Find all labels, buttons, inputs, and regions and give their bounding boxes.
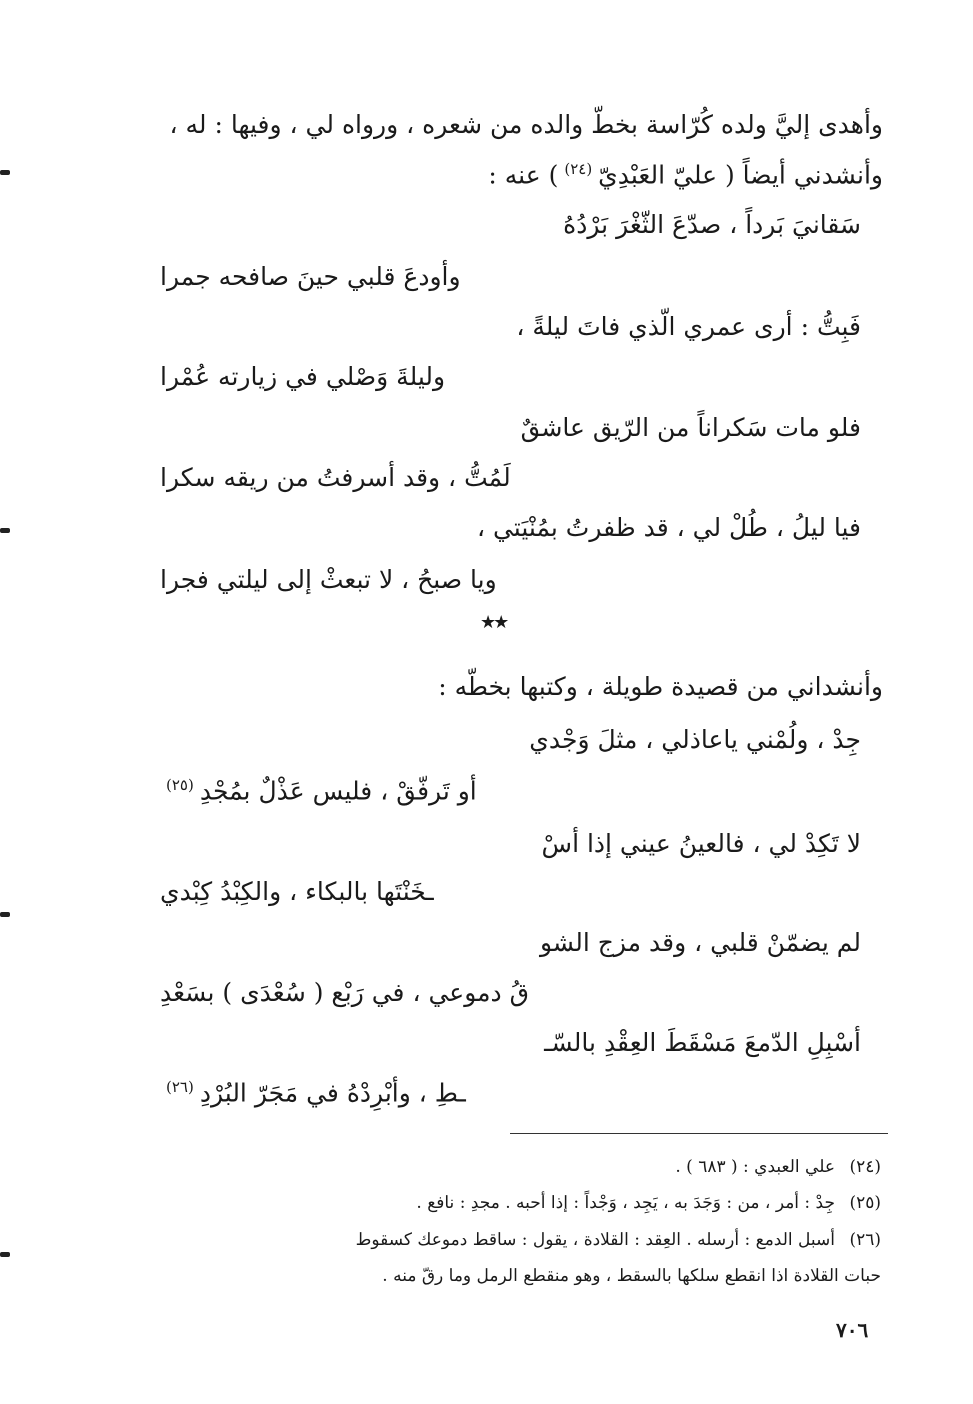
poem2-verse-1b: أو تَرفّقْ ، فليس عَذْلٌ بمُجْدِ <box>199 776 477 806</box>
footnote-text: جِدْ : أمر ، من : وَجَدَ به ، يَجِد ، وَجْداً : إذا أحبه . مجدِ : نافع . <box>416 1193 835 1213</box>
poem1-verse-4b: ويا صبحُ ، لا تبعثْ إلى ليلتي فجرا <box>160 565 497 594</box>
footnote-26 <box>356 1230 881 1250</box>
poem2-verse-1a: جِدْ ، ولُمْني ياعاذلي ، مثلَ وَجْدي <box>529 725 861 754</box>
footnote-24 <box>675 1157 881 1177</box>
poem2-verse-3b: قُ دموعي ، في رَبْع ( سُعْدَى ) بسَعْدِ <box>160 978 530 1007</box>
scan-edge-mark <box>0 170 10 175</box>
footnote-number: (٢٦) <box>849 1230 881 1250</box>
poem1-verse-2a: فَبِتُّ : أرى عمري الّذي فاتَ ليلةً ، <box>516 312 861 341</box>
footnote-ref-25: (٢٥) <box>166 776 194 794</box>
footnote-separator <box>510 1133 888 1134</box>
footnote-ref-24: (٢٤) <box>564 160 593 178</box>
scan-edge-mark <box>0 1252 10 1257</box>
footnote-25 <box>416 1193 881 1213</box>
poem1-verse-3b: لَمُتُّ ، وقد أسرفتُ من ريقه سكرا <box>160 463 511 492</box>
attribution-end: ) عنه : <box>488 160 559 190</box>
footnote-text: علي العبدي : ( ٦٨٣ ) . <box>675 1157 835 1177</box>
intro-paragraph: وأهدى إليَّ ولده كُرّاسة بخطّ والده من شعره ، ورواه لي ، وفيها : له ، <box>169 110 883 139</box>
footnote-26-continuation: حبات القلادة اذا انقطع سلكها بالسقط ، وهو منقطع الرمل وما رقّ منه . <box>382 1266 881 1286</box>
footnote-text: أسبل الدمع : أرسله . العِقد : القلادة ، يقول : ساقط دموعك كسقوط <box>355 1230 835 1250</box>
poem2-verse-1b-line <box>160 776 477 805</box>
poem2-verse-2b: ـخَنْتَها بالبكاء ، والكِبْدُ كِبْدي <box>160 877 434 906</box>
poem2-verse-4b-line <box>160 1078 466 1107</box>
second-poem-intro: وأنشداني من قصيدة طويلة ، وكتبها بخطّه : <box>438 672 883 701</box>
poem1-verse-1a: سَقانيَ بَرداً ، صدّعَ الثّغْرَ بَرْدُهُ <box>563 210 861 239</box>
poem1-verse-3a: فلو مات سَكراناً من الرّيق عاشقٌ <box>520 413 861 442</box>
poem2-verse-4a: أسْبِلِ الدّمعَ مَسْقَطَ العِقْدِ بالسّـ <box>544 1028 861 1057</box>
page-number: ٧٠٦ <box>836 1318 869 1342</box>
poem2-verse-4b: ـطِ ، وأبْرِدْهُ في مَجَرّ البُرْدِ <box>199 1078 466 1108</box>
poem1-verse-1b: وأودعَ قلبي حينَ صافحه جمرا <box>160 262 461 291</box>
section-divider-stars: ★★ <box>480 612 507 633</box>
footnote-ref-26: (٢٦) <box>166 1078 194 1096</box>
poem2-verse-2a: لا تَكِدْ لي ، فالعينُ عيني إذا أسْ <box>541 829 861 858</box>
footnote-number: (٢٥) <box>849 1193 881 1213</box>
poem1-verse-2b: وليلةَ وَصْلي في زيارته عُمْرا <box>160 362 446 391</box>
scan-edge-mark <box>0 912 10 917</box>
attribution-line <box>488 160 883 189</box>
poem1-verse-4a: فيا ليلُ ، طُلْ لي ، قد ظفرتُ بمُنْيَتي ، <box>476 513 861 542</box>
attribution-text: وأنشدني أيضاً ( عليّ العَبْدِيّ <box>598 160 883 190</box>
footnote-number: (٢٤) <box>849 1157 881 1177</box>
scan-edge-mark <box>0 528 10 533</box>
poem2-verse-3a: لم يضمّنْ قلبي ، وقد مزج الشو <box>540 928 861 957</box>
